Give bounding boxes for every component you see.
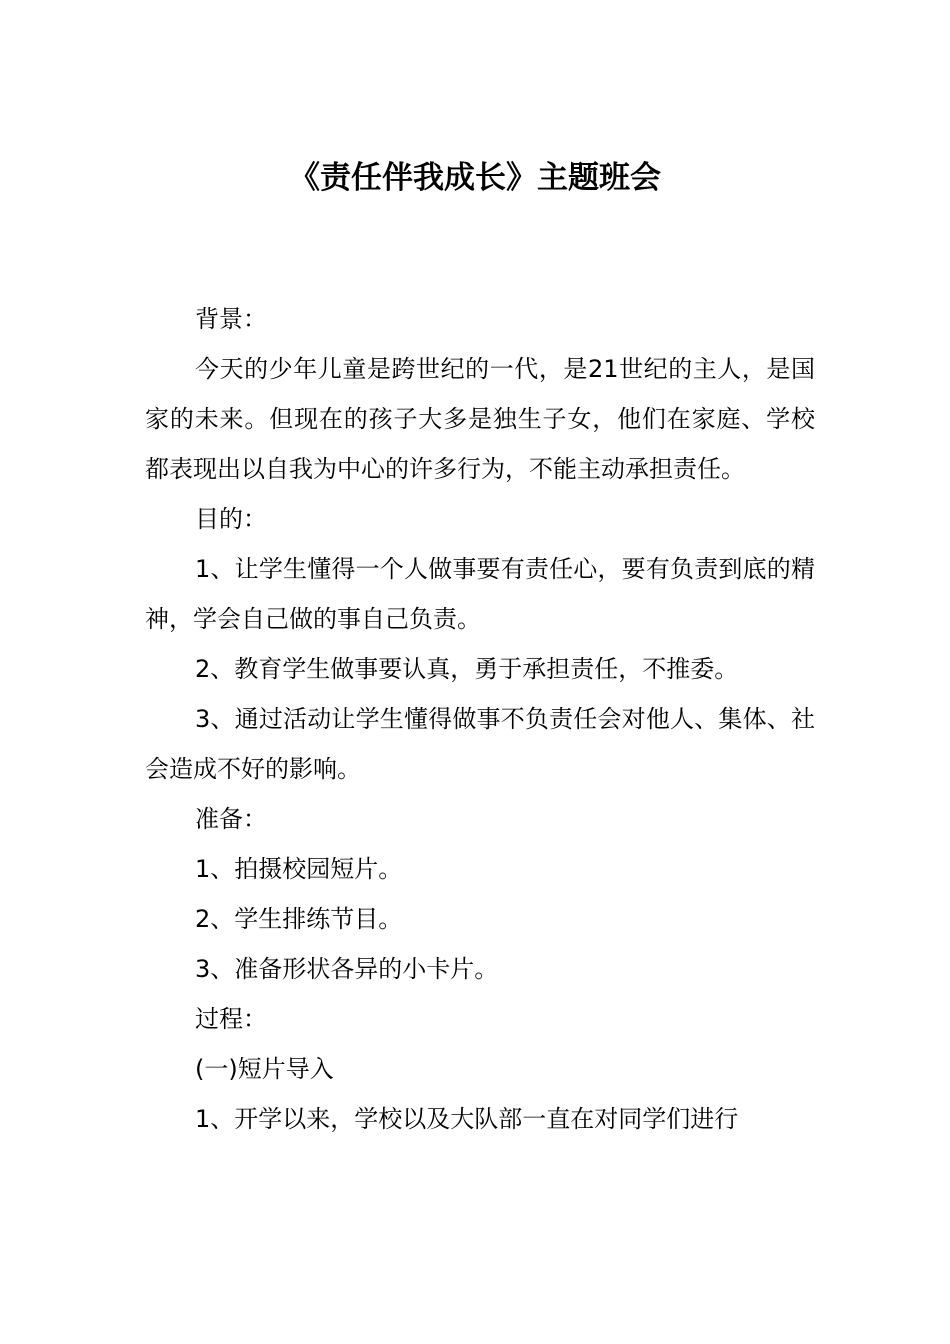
purpose-item-1: 1、让学生懂得一个人做事要有责任心，要有负责到底的精神，学会自己做的事自己负责。 [145, 555, 815, 633]
heading-preparation: 准备： [195, 805, 267, 833]
preparation-item-2: 2、学生排练节目。 [195, 905, 403, 933]
process-section-1: (一)短片导入 [195, 1055, 334, 1083]
document-body [145, 294, 815, 1144]
preparation-item-1: 1、拍摄校园短片。 [195, 855, 403, 883]
document-title: 《责任伴我成长》主题班会 [289, 160, 661, 196]
heading-process: 过程： [195, 1005, 267, 1033]
paragraph-background: 今天的少年儿童是跨世纪的一代，是21世纪的主人，是国家的未来。但现在的孩子大多是独生子女，他们在家庭、学校都表现出以自我为中心的许多行为，不能主动承担责任。 [145, 355, 815, 483]
purpose-item-3: 3、通过活动让学生懂得做事不负责任会对他人、集体、社会造成不好的影响。 [145, 705, 815, 783]
heading-background: 背景： [195, 305, 267, 333]
purpose-item-2: 2、教育学生做事要认真，勇于承担责任，不推委。 [195, 655, 739, 683]
process-item-1: 1、开学以来，学校以及大队部一直在对同学们进行 [195, 1105, 739, 1133]
heading-purpose: 目的： [195, 505, 267, 533]
preparation-item-3: 3、准备形状各异的小卡片。 [195, 955, 499, 983]
